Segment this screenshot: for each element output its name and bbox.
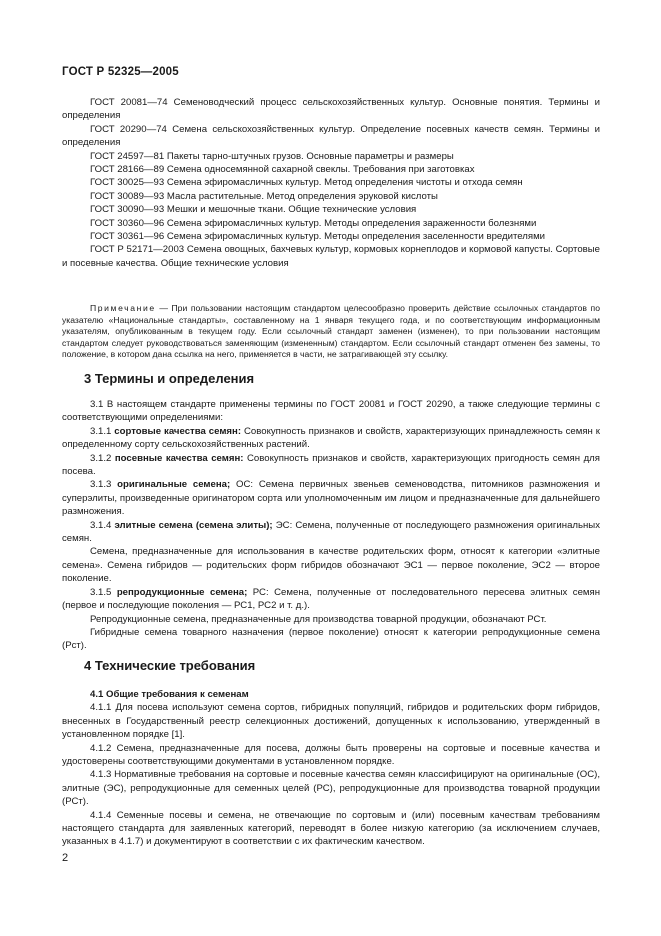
page-number: 2 — [62, 852, 69, 864]
note-paragraph — [62, 303, 600, 361]
reference-item: ГОСТ 30089—93 Масла растительные. Метод определения эруковой кислоты — [90, 190, 438, 202]
commercial-seeds-paragraph: Репродукционные семена, предназначенные для производства товарной продукции, обозначают РСт. — [90, 613, 547, 625]
term-number: 3.1.5 — [90, 586, 117, 598]
hybrid-seeds-paragraph: Гибридные семена товарного назначения (первое поколение) относят к категории репродукционные семена (Рст). — [62, 626, 600, 652]
note-block — [62, 303, 600, 361]
subsection-4-1-heading: 4.1 Общие требования к семенам — [90, 689, 249, 700]
reference-item: ГОСТ 30361—96 Семена эфиромасличных культур. Методы определения заселенности вредителями — [90, 231, 546, 243]
reference-item: ГОСТ 20081—74 Семеноводческий процесс сельскохозяйственных культур. Основные понятия. Термины и определения — [62, 97, 600, 122]
term-name: сортовые качества семян: — [114, 425, 242, 437]
clause-4-1-1: 4.1.1 Для посева используют семена сортов, гибридных популяций, гибридов и родительских форм гибридов, внесенных в Государственный реестр селекционных достижений, допущенных к использованию, утвержденный в установленном порядке [1]. — [62, 702, 600, 741]
term-name: репродукционные семена; — [116, 586, 248, 598]
term-definition: ЭС: Семена, полученные от последующего размножения оригинальных семян. — [62, 519, 600, 545]
reference-item: ГОСТ 30025—93 Семена эфиромасличных культур. Метод определения чистоты и отхода семян — [90, 177, 523, 189]
reference-item: ГОСТ 30360—96 Семена эфиромасличных культур. Методы определения зараженности болезнями — [90, 217, 537, 229]
reference-item: ГОСТ 20290—74 Семена сельскохозяйственных культур. Определение посевных качеств семян. Термины и определения — [62, 123, 600, 149]
term-definition: РС: Семена, полученные от последовательного пересева элитных семян (первое и последующие поколения — РС1, РС2 и т. д.). — [62, 586, 600, 612]
reference-item: ГОСТ 30090—93 Мешки и мешочные ткани. Общие технические условия — [90, 204, 417, 216]
term-number: 3.1.3 — [90, 479, 118, 491]
clause-4-1-3: 4.1.3 Нормативные требования на сортовые и посевные качества семян классифицируют на оригинальные (ОС), элитные (ЭС), репродукционные для семенных целей (РС), репродукционные для производства товарной продукции (РСт). — [62, 769, 600, 808]
reference-item: ГОСТ Р 52171—2003 Семена овощных, бахчевых культур, кормовых корнеплодов и кормовой капусты. Сортовые и посевные качества. Общие технические условия — [62, 244, 600, 269]
term-definition: Совокупность признаков и свойств, характеризующих принадлежность семян к определенному сорту сельскохозяйственных растений. — [62, 425, 600, 451]
elite-seeds-paragraph: Семена, предназначенные для использования в качестве родительских форм, относят к категории «элитные семена». Семена гибридов — родительских форм гибридов обозначают ЭС1 — первое поколение, ЭС2 — второе поколение. — [62, 546, 600, 585]
term-definition: ОС: Семена первичных звеньев семеноводства, питомников размножения и суперэлиты, произведенные оригинатором сорта или уполномоченным им лицом и предназначенные для дальнейшего размножения. — [62, 479, 600, 518]
term-number: 3.1.2 — [90, 452, 115, 464]
term-3-1-4 — [62, 519, 600, 546]
section-3-body — [62, 398, 600, 653]
reference-item: ГОСТ 24597—81 Пакеты тарно-штучных грузов. Основные параметры и размеры — [90, 150, 454, 162]
note-text: — При пользовании настоящим стандартом целесообразно проверить действие ссылочных стандартов по указателю «Национальные стандарты», составленному на 1 января текущего года, и по соответствующим информационным указателям, опубликованным в текущем году. Если ссылочный стандарт заменен (изменен), то при пользовании настоящим стандартом следует руководствоваться заменяющим (измененным) стандартом. Если ссылочный стандарт отменен без замены, то положение, в котором дана ссылка на него, применяется в части, не затрагивающей эту ссылку. — [62, 303, 600, 360]
section-3-intro: 3.1 В настоящем стандарте применены термины по ГОСТ 20081 и ГОСТ 20290, а также следующие термины с соответствующими определениями: — [62, 399, 600, 424]
term-3-1-2 — [62, 452, 600, 479]
section-3-heading: 3 Термины и определения — [84, 371, 255, 386]
term-number: 3.1.4 — [90, 519, 115, 531]
term-number: 3.1.1 — [90, 425, 115, 437]
section-4-heading: 4 Технические требования — [84, 658, 256, 673]
note-label: Примечание — [90, 303, 156, 313]
term-3-1-5 — [62, 586, 600, 613]
document-header: ГОСТ Р 52325—2005 — [62, 66, 179, 78]
clause-4-1-4: 4.1.4 Семенные посевы и семена, не отвечающие по сортовым и (или) посевным качествам требованиям настоящего стандарта для заявленных категорий, переводят в более низкую категорию (за исключением случаев, указанных в 4.1.7) и документируют в соответствии с их фактическим качеством. — [62, 809, 600, 848]
section-4-body — [62, 688, 600, 849]
term-name: элитные семена (семена элиты); — [114, 519, 273, 531]
term-3-1-3 — [62, 478, 600, 518]
term-definition: Совокупность признаков и свойств, характеризующих пригодность семян для посева. — [62, 452, 600, 478]
term-name: посевные качества семян: — [114, 452, 244, 464]
term-name: оригинальные семена; — [117, 479, 231, 491]
clause-4-1-2: 4.1.2 Семена, предназначенные для посева, должны быть проверены на сортовые и посевные качества и удостоверены соответствующими документами в установленном порядке. — [62, 742, 600, 768]
reference-item: ГОСТ 28166—89 Семена односемянной сахарной свеклы. Требования при заготовках — [90, 164, 475, 176]
references-list — [62, 96, 600, 270]
term-3-1-1 — [62, 425, 600, 452]
